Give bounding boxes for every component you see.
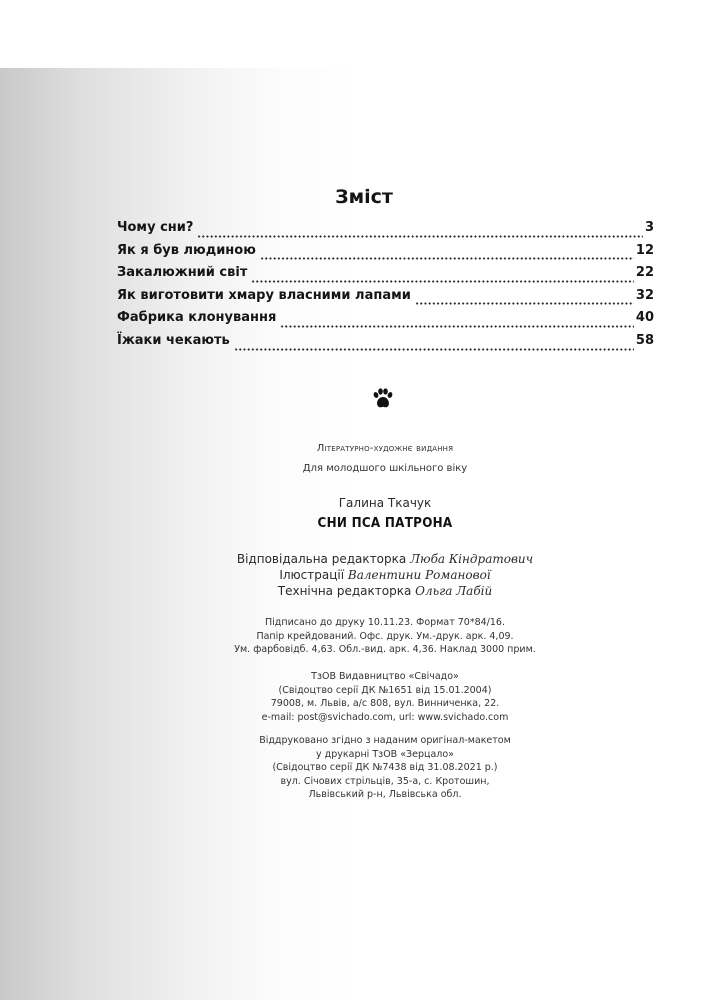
illustrator-name: Валентини Романової	[347, 568, 491, 582]
printer-line: Віддруковано згідно з наданим оригінал-макетом	[259, 735, 511, 746]
toc-item-page: 58	[635, 332, 654, 348]
audience: Для молодшого шкільного віку	[302, 463, 468, 474]
toc-item[interactable]	[117, 333, 654, 356]
toc-item[interactable]	[117, 220, 654, 243]
toc-leader-dots	[415, 302, 634, 305]
printer-line: (Свідоцтво серії ДК №7438 від 31.08.2021 р.)	[272, 762, 498, 773]
toc-item-page: 22	[635, 265, 654, 281]
toc-item-page: 12	[635, 242, 654, 258]
credits	[150, 551, 620, 599]
toc-item[interactable]	[117, 288, 654, 311]
toc-item-label: Закалюжний світ	[117, 265, 248, 281]
table-of-contents	[117, 220, 654, 356]
toc-leader-dots	[251, 280, 634, 283]
printer-line: у друкарні ТзОВ «Зерцало»	[316, 748, 454, 760]
toc-item-label: Чому сни?	[117, 220, 194, 235]
toc-item-label: Як виготовити хмару власними лапами	[117, 287, 411, 303]
editor-name: Люба Кіндратович	[410, 552, 534, 566]
toc-leader-dots	[197, 235, 643, 238]
tech-editor-name: Ольга Лабій	[415, 584, 493, 598]
toc-leader-dots	[260, 257, 634, 260]
toc-item[interactable]	[117, 310, 654, 333]
print-specs	[150, 616, 620, 657]
book-title: СНИ ПСА ПАТРОНА	[317, 516, 453, 531]
paw-print-icon	[371, 388, 395, 410]
publisher-line: 79008, м. Львів, а/с 808, вул. Винниченка, 22.	[270, 698, 500, 709]
edition-type	[150, 442, 620, 455]
toc-item-page: 40	[635, 310, 654, 326]
print-spec-line: Підписано до друку 10.11.23. Формат 70*84/16.	[265, 617, 505, 628]
publisher-line: ТзОВ Видавництво «Свічадо»	[311, 671, 459, 682]
toc-item-page: 32	[635, 287, 654, 303]
toc-item-label: Їжаки чекають	[117, 332, 230, 348]
author-name: Галина Ткачук	[338, 496, 432, 510]
toc-item-label: Фабрика клонування	[117, 310, 277, 326]
publisher-line: (Свідоцтво серії ДК №1651 від 15.01.2004)	[278, 684, 492, 696]
printer-line: Львівський р-н, Львівська обл.	[308, 789, 462, 800]
printer-line: вул. Січових стрільців, 35-а, с. Кротошин,	[280, 775, 490, 787]
tech-editor-role: Технічна редакторка	[277, 584, 412, 598]
illustrations-role: Ілюстрації	[279, 568, 345, 582]
print-spec-line: Папір крейдований. Офс. друк. Ум.-друк. арк. 4,09.	[256, 630, 514, 642]
tech-editor-line	[150, 583, 620, 599]
toc-item-page: 3	[644, 220, 654, 235]
print-spec-line: Ум. фарбовідб. 4,63. Обл.-вид. арк. 4,36. Наклад 3000 прим.	[234, 644, 536, 655]
toc-title: Зміст	[335, 186, 393, 208]
illustrator-line	[150, 567, 620, 583]
publisher-info	[150, 670, 620, 724]
toc-leader-dots	[280, 325, 634, 328]
edition-type-text: Літературно-художнє видання	[316, 443, 454, 454]
toc-item[interactable]	[117, 243, 654, 266]
editor-role: Відповідальна редакторка	[236, 552, 407, 566]
toc-item[interactable]	[117, 265, 654, 288]
toc-item-label: Як я був людиною	[117, 242, 256, 258]
toc-leader-dots	[234, 348, 634, 351]
editor-line	[150, 551, 620, 567]
publisher-line: e-mail: post@svichado.com, url: www.svichado.com	[261, 711, 509, 723]
printer-info	[150, 734, 620, 802]
